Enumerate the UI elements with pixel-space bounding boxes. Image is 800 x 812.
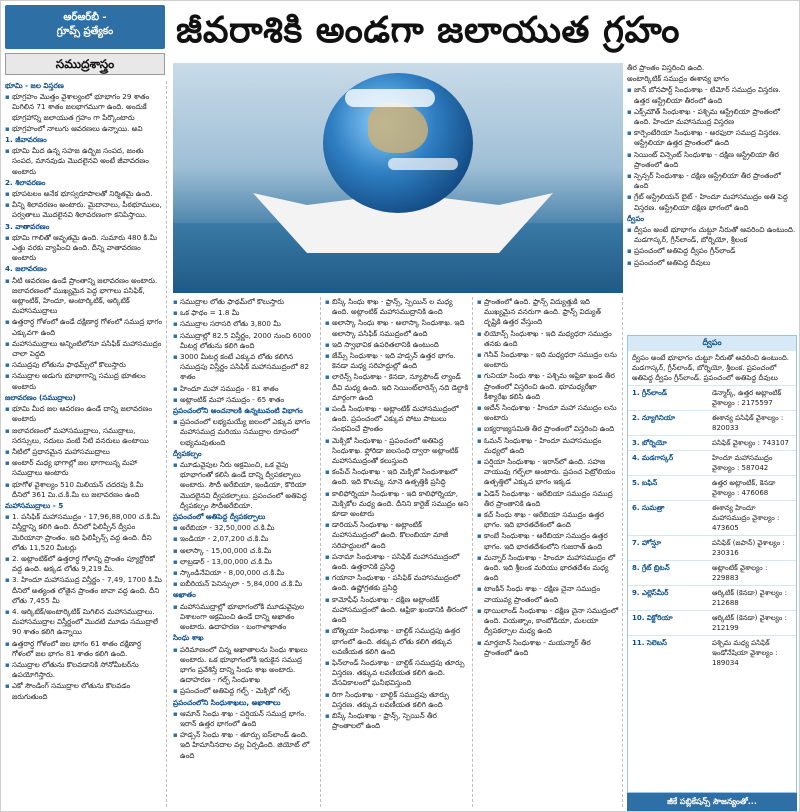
paragraph: ▪ 1. పసిఫిక్ మహాసముద్రం - 17,96,88,000 చ.కి.మీ విస్తీర్ణాన్ని కలిగి ఉంది. దీనిలో ఫిలిప్పీన్ ద్వీపం మెరియానా ప్రాంతం. ఇది ఫిలిప్పీన్స్ వద్ద ఉంది. దీని లోతు 11,520 మీటర్లు [5, 512, 163, 553]
island-details: పశ్చిమ మధ్య పసిఫిక్ ఇండోనేషియా వైశాల్యం : 189034 [712, 639, 778, 667]
island-name: 4. మడగాస్కర్ [632, 454, 674, 462]
paragraph: ▪ మెక్సికో సింధుశాఖ - ప్రపంచంలో అతిపెద్ద సింధుశాఖ. ఫ్లోరిడా జలసంధి ద్వారా అట్లాంటిక్ మహాసముద్రంతో కలుస్తుంది [325, 436, 469, 467]
column-4 [477, 297, 623, 807]
island-name: 1. గ్రీన్‌లాండ్ [632, 389, 667, 397]
paragraph: ▪ నీటి ఆవరణం ఉండే ప్రాంతాన్ని జలావరణం అంటారు. జలావరణంలో ముఖ్యమైన పెద్ద భాగాలు పసిఫిక్, అట్లాంటిక్, హిందూ, అంటార్కిటిక్, ఆర్కిటిక్ మహాసముద్రాలు [5, 276, 163, 317]
column-1 [5, 81, 167, 807]
island-row [628, 500, 796, 535]
paragraph: ▪ అలాస్కా - 15,00,000 చ.కి.మీ [173, 546, 317, 556]
paragraph: ▪ మహాసముద్రాల్లో భూభాగంలోకి మూడువైపుల విశాలంగా ఆక్రమించి ఉండే దాన్ని అఖాతం అంటారు. ఉదాహరణ - బంగాళాఖాతం [173, 602, 317, 633]
island-name: 11. సెలెబస్ [632, 639, 667, 647]
paragraph: ▪ హడ్సన్ సింధు శాఖ - తూర్పు ఐస్‌లాండ్‌ ఉంది. ఇది హిమానీనదాల వల్ల ఏర్పడింది. జియోట్ లో ఉంది [173, 730, 317, 761]
paragraph: ▪ ప్రపంచంలో అతిపెద్ద గల్ఫ్ - మెక్సికో గల్ఫ్ [173, 686, 317, 696]
island-row [628, 585, 796, 610]
island-row [628, 435, 796, 450]
paragraph: ▪ గునియా సింధు శాఖ - పశ్చిమ ఆఫ్రికా ఖండ తీర ప్రాంతంలో విస్తరించి ఉంది. భూమధ్యరేఖా కీశ్యారేఖ కలిసి ఉంది [477, 371, 619, 402]
paragraph: ▪ 4. ఆర్కిటిక్/అంటార్కిటిక్ మిగిలిన మహాసముద్రాలు. మహాసముద్రాల విస్తీర్ణంలో మొదటి మూడు సముద్రాలే 90 శాతం కలిగి ఉన్నాయి [5, 607, 163, 638]
paragraph: ▪ ఐబీరియన్ పెనిన్సులా - 5,84,000 చ.కి.మీ [173, 579, 317, 589]
paragraph: ▪ కచ్ సింధు శాఖ - ఆరేబియా సముద్రం ఉత్తర భాగం. ఇది భారతదేశంలో ఉంది [477, 510, 619, 530]
island-name: 10. విక్టోరియా [632, 614, 673, 622]
island-name: 8. గ్రేట్ బ్రిటన్ [632, 564, 670, 572]
paragraph: ▪ మన్నార్ సింధుశాఖ - హిందూ మహాసముద్రం లో ఉంది. ఇది శ్రీలంక మరియు భారతదేశం మధ్య ఉంది [477, 553, 619, 584]
island-details: ఈశాన్య పసిఫిక్ వైశాల్యం : 820033 [712, 414, 784, 432]
subheading: 4. జలావరణం [5, 264, 47, 274]
section-label: సముద్రశాస్త్రం [5, 53, 165, 75]
island-name: 2. న్యూగినియా [632, 414, 676, 422]
credit-footer: జీకే పబ్లికేషన్స్ సౌజన్యంతో... [627, 793, 797, 811]
paragraph: ▪ గ్రేట్ ఆస్ట్రేలియన్ బైట్ - హిందూ మహాసముద్రం అతి పెద్ద విస్తరణ. ఆస్ట్రేలియా దక్షిణ భాగంలో ఉంది [627, 192, 797, 212]
island-row [628, 560, 796, 585]
paragraph: ▪ అరేబియా - 32,50,000 చ.కి.మీ [173, 523, 317, 533]
paragraph: తీర ప్రాంతం విస్తరించి ఉంది. [627, 63, 705, 72]
paragraph: ▪ 2. అట్లాంటిక్‌లో ఉత్తరార్ధ గోళాన్ని ప్రాంతం ప్యూర్టోరికో వద్ద ఉంది. అక్కడ లోతు 9,219 మీ. [5, 554, 163, 574]
paragraph: ▪ బోత్నియా సింధుశాఖ - బాల్టిక్ సముద్రపు ఉత్తర భాగంలో ఉంది. తక్కువ లోతు కలిగి తక్కువ లవణీయత కలిగి ఉంది [325, 626, 469, 657]
paragraph: ▪ ఆదేన్ సింధుశాఖ - హిందూ మహా సముద్రం లను అంటారు [477, 403, 619, 423]
paragraph: ▪ ఫిన్‌లాండ్ సింధుశాఖ - బాల్టిక్ సముద్రపు తూర్పు విస్తరణ. తక్కువ లవణీయత కలిగి ఉంది. వేసవికాలంలో ఘనీభవిస్తుంది [325, 658, 469, 689]
paragraph: ▪ లియోన్స్ సింధుశాఖ - ఇది మధ్యధరా సముద్రం తనకు ఉంది [477, 329, 619, 349]
island-name: 6. సుమత్రా [632, 504, 665, 512]
paragraph: ▪ ప్రాంతంలో ఉంది. ఫ్రాన్స్ విద్యుత్తుకి ఇది ముఖ్యమైన వనరుగా ఉంది. ఫ్రాన్స్ విద్యుత్ దృష్టికి ఉత్తర వేస్తుంది [477, 297, 619, 328]
paragraph: ▪ ఓమన్ సింధుశాఖ - హిందూ మహాసముద్రం మధ్యలో ఉంది [477, 436, 619, 456]
paragraph: ▪ టాంకిన్ సింధు శాఖ - దక్షిణ చైనా సముద్రం వాయువ్య ప్రాంతంలో ఉంది [477, 584, 619, 604]
paragraph: ▪ ఉత్తరార్ధ గోళంలో ఉండే దక్షిణార్ధ గోళంలో సముద్ర భాగం ఎక్కువగా ఉంది [5, 317, 163, 337]
paragraph: ▪ సముద్రాల్లో 82.5 విస్తీర్ణం, 2000 నుంచి 6000 మీటర్ల లోతును కలిగి ఉంది [173, 331, 317, 351]
globe-boat-illustration [173, 63, 623, 293]
subheading: సింధు శాఖ [173, 633, 204, 643]
island-row [628, 610, 796, 635]
paragraph: ▪ 3. హిందూ మహాసముద్ర విస్తీర్ణం - 7,49, 1700 కి.మీ దీనిలో అత్యంత లోతైన ప్రాంతం జావా వద్ద ఉంది. దీని లోతు 7,455 మీ [5, 575, 163, 606]
subheading: 1. జీవావరణం [5, 135, 47, 145]
subheading: ప్రపంచంలోని అంచనాలకి ఉన్నటువంటి విభాగం [173, 406, 303, 416]
paragraph: ▪ సముద్రాల అడుగు భూభాగాన్ని సముద్ర భూతలం అంటారు [5, 371, 163, 391]
paragraph: ▪ 3000 మీటర్ల కంటే ఎక్కువ లోతు కలిగిన సముద్రపు విస్తీర్ణం పసిఫిక్ మహాసముద్రంలో 82 శాతం [173, 352, 317, 383]
island-row [628, 385, 796, 410]
paragraph: ▪ సముద్రాల లోతు ఫాథమ్‌లో కొలుస్తారు [173, 297, 317, 307]
paragraph: ▪ డారియన్ సింధుశాఖ - అట్లాంటిక్ మహాసముద్రంలో ఉంది. కొలంబియా మాజీ సరిహద్దులలో ఉంది [325, 520, 469, 551]
paragraph: ▪ భూమి గాలితో ఆవృతమై ఉంది. సుమారు 480 కి.మీ ఎత్తు వరకు వ్యాపించి ఉంది. దీన్ని వాతావరణం అంటారు [5, 233, 163, 264]
islands-box [627, 335, 797, 793]
paragraph: ▪ ఎక్స్‌మౌత్ సింధుశాఖ - పశ్చిమ ఆస్ట్రేలియా ప్రాంతంలో ఉంది. హిందూ మహాసముద్ర విస్తరణ [627, 107, 797, 127]
island-details: డెన్మార్క్, ఉత్తర అట్లాంటిక్ వైశాల్యం : 2175597 [712, 389, 782, 407]
paragraph: ▪ ఉత్తరార్ధ గోళంలో జల భాగం 61 శాతం దక్షిణార్ధ గోళంలో జల భాగం 81 శాతం కలిగి ఉంది. [5, 639, 163, 659]
paragraph: ▪ భూగ్రహం మొత్తం వైశాల్యంలో భూభాగం 29 శాతం మిగిలిన 71 శాతం జలభాగముగా ఉంది. అందుకే భూగ్రహాన్ని జలాయుత గ్రహం గా పేర్కొంటారు [5, 92, 163, 123]
subheading: జలావరణం (సముద్రాలు) [5, 392, 76, 402]
paragraph: ▪ ద్వీపం అంటే భూభాగం చుట్టూ నీరుతో ఆవరించి ఉంటుంది. మడగాస్కర్, గ్రీన్‌లాండ్, బోర్నియో, శ్రీలంక [627, 225, 797, 245]
paragraph: ▪ జేమ్స్ సింధుశాఖ - ఇది హడ్సన్ ఉత్తర భాగం. కెనడా మధ్య సరిహద్దుల్లో ఉంది [325, 351, 469, 371]
islands-intro: ద్వీపం అంటే భూభాగం చుట్టూ నీరుతో ఆవరించి ఉంటుంది. మడగాస్కర్, గ్రీన్‌లాండ్, బోర్నియో, శ్రీలంక. ప్రపంచంలో అతిపెద్ద ద్వీపం గ్రీన్‌లాండ్. ప్రపంచంలో అతిపెద్ద దీవులు [632, 354, 790, 382]
paragraph: అంటార్కిటిక్ సముద్రం ఈశాన్య భాగం [627, 74, 729, 84]
paragraph: ▪ అట్లాంటిక్ మహా సముద్రం - 65 శాతం [173, 395, 317, 405]
column-2 [173, 297, 321, 807]
paragraph: ▪ ప్రపంచంలో లభ్యమయ్యే జలంలో ఎక్కువ భాగం మహాసముద్ర మరియు సముద్రాల రూపంలో లభ్యమవుతుంది [173, 417, 317, 448]
continent-shape [368, 103, 428, 153]
paragraph: ▪ మార్తబాన్ సింధుశాఖ - మయన్మార్ తీర ప్రాంతంలో ఉంది [477, 638, 619, 658]
paragraph: ▪ ఆమాన్ సింధు శాఖ - పర్షియన్ సముద్ర భాగం. ఇరాన్ ఉత్తర భాగంలో ఉంది [173, 709, 317, 729]
paragraph: ▪ లారెన్స్ సింధుశాఖ - కెనడా, న్యూఫౌండ్ ల్యాండ్ దీవి మధ్య ఉంది. ఇది సెయింట్‌లారెన్స్ నది డెల్టాకి మార్గంగా ఉంది [325, 372, 469, 403]
island-name: 9. ఎల్లెస్‌మీర్ [632, 589, 669, 597]
island-details: అట్లాంటిక్ వైశాల్యం : 229883 [712, 564, 768, 582]
cloud-shape [388, 158, 458, 170]
paragraph: ▪ బిస్కే సింధు శాఖ - ఫ్రాన్స్, స్పెయిన్ ల మధ్య ఉంది. అట్లాంటిక్ మహాసముద్రానికి ఉంది [325, 297, 469, 317]
badge-line-1: ఆర్‌ఆర్‌బీ - [63, 12, 107, 23]
paragraph: ▪ ఐక్యరాజ్యసమితి తీర ప్రాంతంలో విస్తరించి ఉంది [477, 424, 619, 434]
paragraph: ▪ మహాసముద్రాలు అన్నింటిలోనూ పసిఫిక్ మహాసముద్రం చాలా పెద్దది [5, 339, 163, 359]
paragraph: ▪ గెనీవ్ సింధుశాఖ - ఇది మధ్యధరా సముద్రం లను అంటారు [477, 350, 619, 370]
island-row [628, 450, 796, 475]
island-details: పసిఫిక్ (జపాన్) వైశాల్యం : 230316 [712, 539, 785, 557]
island-details: హిందూ మహాసముద్రం వైశాల్యం : 587042 [712, 454, 773, 472]
paragraph: ▪ రిగా సింధుశాఖ - బాల్టిక్ సముద్రపు తూర్పు విస్తరణ. తక్కువ లవణీయత కలిగి ఉంది [325, 690, 469, 710]
paragraph: ▪ వీన్ని శిలావరణం అంటారు. మైదానాలు, పీఠభూములు, పర్వతాలు మొదలైనవి శిలావరణంగా కనిపిస్తాయి. [5, 200, 163, 220]
subheading: ద్వీపకల్పం [173, 448, 202, 458]
paragraph: ▪ ప్రపంచంలో అతిపెద్ద ద్వీపం గ్రీన్‌లాండ్ [627, 246, 797, 256]
paragraph: ▪ పనామా సింధుశాఖ - పసిఫిక్ మహాసముద్రంలో ఉంది. ఉత్తరానికి ప్రసిద్ధి [325, 552, 469, 572]
islands-title: ద్వీపం [628, 336, 796, 351]
subheading: మహాసముద్రాలు - 5 [5, 500, 64, 510]
paragraph: ▪ మూడువైపుల నీరు ఆక్రమించి, ఒక వైపు భూభాగంతో కలిసి ఉండే దాన్ని ద్వీపకల్పాలు అంటారు. సౌదీ అరేబియా, ఇండియా, కొరియా మొదలైనవి ద్వీపకల్పాలు. ప్రపంచంలో అతిపెద్ద ద్వీపకల్పం సౌదీఅరేబియా. [173, 460, 317, 511]
paragraph: ▪ సముద్రాల లోతును కొలవడానికి సోనోమీటర్‌ను ఉపయోగిస్తారు. [5, 660, 163, 680]
paragraph: ▪ భూమి మీద ఉన్న సహజ ఉద్భిజ సంపద, జంతు సంపద, మానవుడు మొదలైనవి అంటే జీవావరణం అంటారు [5, 146, 163, 177]
paragraph: ▪ భూగ్రహంలో నాలుగు ఆవరణలు ఉన్నాయి. అవి [5, 124, 163, 134]
paragraph: ▪ ప్రపంచంలో అతిపెద్ద దీవులు [627, 258, 797, 268]
paragraph: ▪ ఏడెన్ సింధుశాఖ - ఆరేబియా సముద్రం సముద్ర తీర ప్రాంతానికి ఉంది [477, 489, 619, 509]
island-details: ఉత్తర అట్లాంటిక్, కెనడా వైశాల్యం : 476068 [712, 479, 776, 497]
paragraph: ▪ పర్షియా సింధుశాఖ - ఇరాన్‌లో ఉంది. సహజ వాయువు గల్ఫ్‌లా అంటారు. ప్రపంచ పెట్రోలియం ఉత్పత్తిలో ఎక్కువ భాగం ఇక్కడ [477, 457, 619, 488]
island-row [628, 635, 796, 670]
paragraph: ▪ హిందూ మహా సముద్రం - 81 శాతం [173, 384, 317, 394]
paragraph: ▪ సెయింట్ విన్సెంట్ సింధుశాఖ - దక్షిణ ఆస్ట్రేలియా తీర ప్రాంతంలో ఉంది [627, 150, 797, 170]
island-name: 3. బోర్నియో [632, 439, 667, 447]
paragraph: ▪ భూపటలం అనేక భూస్వరూపాలతో నిర్మితమై ఉంది. [5, 189, 163, 199]
paragraph: ▪ బిస్కే సింధుశాఖ - ఫ్రాన్స్, స్పెయిన్ తీర ప్రాంతాలలో ఉంది [325, 711, 469, 731]
subheading: ద్వీపం [627, 213, 645, 223]
island-row [628, 410, 796, 435]
paragraph: ▪ ఎకో సౌండింగ్ సముద్రాల లోతును కొలవడం జరుగుతుంది [5, 681, 163, 701]
island-details: ఆర్కిటిక్ (కెనడా) వైశాల్యం : 212199 [712, 614, 787, 632]
paragraph: ▪ పండీ సింధుశాఖ - అట్లాంటిక్ మహాసముద్రంలో ఉంది. ప్రపంచంలో ఎక్కువ పోటు పాటులు సంభవించే ప్రాంతం [325, 404, 469, 435]
badge-line-2: గ్రూప్స్ ప్రత్యేకం [56, 26, 114, 37]
island-name: 5. బఫిన్ [632, 479, 658, 487]
subheading: భూమి - జల విస్తరణ [5, 81, 64, 90]
paragraph: ▪ కాంబే సింధుశాఖ - ఆరేబియా సముద్రం ఉత్తర భాగం. ఇది భారతదేశంలోని గుజరాత్ ఉంది [477, 531, 619, 551]
paragraph: ▪ కామోఫీఫ్ సింధుశాఖ - దక్షిణ అట్లాంటిక్ మహాసముద్రంలో ఉంది. ఆఫ్రికా ఖండానికి తీరంలో ఉంది [325, 595, 469, 626]
column-5 [627, 63, 797, 333]
paragraph: ▪ ఒక ఫాథం = 1.8 మీ [173, 308, 317, 318]
paragraph: ▪ థాయిలాండ్ సింధుశాఖ - దక్షిణ చైనా సముద్రంలో ఉంది. వియత్నాం, కాంబోడియా, మలయా ద్వీపకల్పాల మధ్య ఉంది [477, 606, 619, 637]
paragraph: ▪ ఇండియా - 2,07,200 చ.కి.మీ [173, 534, 317, 544]
series-badge [5, 5, 165, 49]
column-3 [325, 297, 473, 807]
paragraph: ▪ గయానా సింధుశాఖ - పసిఫిక్ మహాసముద్రంలో ఉంది. ఉష్ణోగ్రతకు ప్రసిద్ధి [325, 573, 469, 593]
paragraph: ▪ అలాస్కా సింధు శాఖ - అలాస్కా సింధుశాఖ. ఇది అలాస్కా పసిఫిక్ సముద్రంలో ఉంది [325, 318, 469, 338]
subheading: ప్రపంచంలో అతిపెద్ద ద్వీపకల్పాలు [173, 512, 266, 522]
page-headline: జీవరాశికి అండగా జలాయుత గ్రహం [176, 10, 680, 51]
paragraph: ▪ నీటిలో ప్రధానమైన మహాసముద్రాలు [5, 447, 163, 457]
subheading: అఖాతం [173, 590, 196, 600]
island-details: పసిఫిక్ వైశాల్యం : 743107 [712, 439, 789, 447]
paragraph: ▪ ఇది స్వాభావిక ఉపరితలానికి ఉంటుంది [325, 340, 469, 350]
island-details: ఈశాన్య హిందూ మహాసముద్రం వైశాల్యం : 473605 [712, 504, 780, 532]
subheading: 3. వాతావరణం [5, 221, 50, 231]
paragraph: ▪ స్కాండినేవియా - 8,00,000 చ.కి.మీ [173, 568, 317, 578]
paragraph: ▪ కంపేచ్ సింధుశాఖ - ఇది మెక్సికో సింధుశాఖలో ఉంది. ఇది కొలమ్మ, నూనె ఉత్పత్తికి ప్రసిద్ధి [325, 467, 469, 487]
paragraph: ▪ అంటార్ మధ్య భాగాల్లో జల భాగాలున్న మహా సముద్రాలు అంటారు [5, 458, 163, 478]
island-details: ఆర్కిటిక్ (కెనడా) వైశాల్యం : 212688 [712, 589, 787, 607]
islands-list [628, 385, 796, 670]
subheading: 2. శిలావరణం [5, 177, 46, 187]
paragraph: ▪ కాలిఫోర్నియా సింధుశాఖ - ఇది కాలిఫోర్నియా, మెక్సికోల మధ్య ఉంది. దీనిని కార్టెజ్ సముద్రం అని కూడా అంటారు [325, 489, 469, 520]
paragraph: ▪ జలావరణంలో మహాసముద్రాలు, సముద్రాలు, సరస్సులు, నదులు వంటి నీటి వనరులు ఉంటాయి [5, 426, 163, 446]
paragraph: ▪ స్పెన్సర్ సింధుశాఖ - దక్షిణ ఆస్ట్రేలియా తీర ప్రాంతంలో ఉంది [627, 171, 797, 191]
paragraph: ▪ లాబ్రడార్ - 13,00,000 చ.కి.మీ [173, 557, 317, 567]
paragraph: ▪ భూగోళ వైశాల్యం 510 మిలియన్ చదరపు కి.మీ దీనిలో 361 మి.చ.కి.మీ లు జలావరణం ఉంది [5, 480, 163, 500]
cloud-shape [345, 89, 435, 107]
subheading: ప్రపంచంలోని సింధుశాఖలు, అఖాతాలు [173, 697, 281, 707]
paragraph: ▪ కార్పెంటేరియా సింధుశాఖ - అరఫురా సముద్ర విస్తరణ. ఆస్ట్రేలియా ఉత్తర ప్రాంతంలో ఉంది [627, 128, 797, 148]
paragraph: ▪ పరిమాణంలో చిన్న అఖాతాలను సింధు శాఖలు అంటారు. ఒక భూభాగంలోకి ఇరుకైన సముద్ర భాగం ప్రవేశిస్తే దాన్ని సింధు శాఖ అంటారు. ఉదాహరణ - గల్ఫ్ సింధుశాఖ [173, 645, 317, 686]
paragraph: ▪ జాన్ బోనపార్ట్ సింధుశాఖ - టిమోర్ సముద్రం విస్తరణ. ఉత్తర ఆస్ట్రేలియా తీరంలో ఉంది [627, 85, 797, 105]
paragraph: ▪ భూమి మీద జల ఆవరణం ఉండే దాన్ని జలావరణం అంటారు [5, 404, 163, 424]
paragraph: ▪ సముద్రాల సరాసరి లోతు 3,800 మీ [173, 319, 317, 329]
paragraph: ▪ సముద్రపు లోతును ఫాథమ్స్‌లో కొలుస్తారు [5, 360, 163, 370]
island-name: 7. హోన్షూ [632, 539, 661, 547]
island-row [628, 475, 796, 500]
island-row [628, 535, 796, 560]
